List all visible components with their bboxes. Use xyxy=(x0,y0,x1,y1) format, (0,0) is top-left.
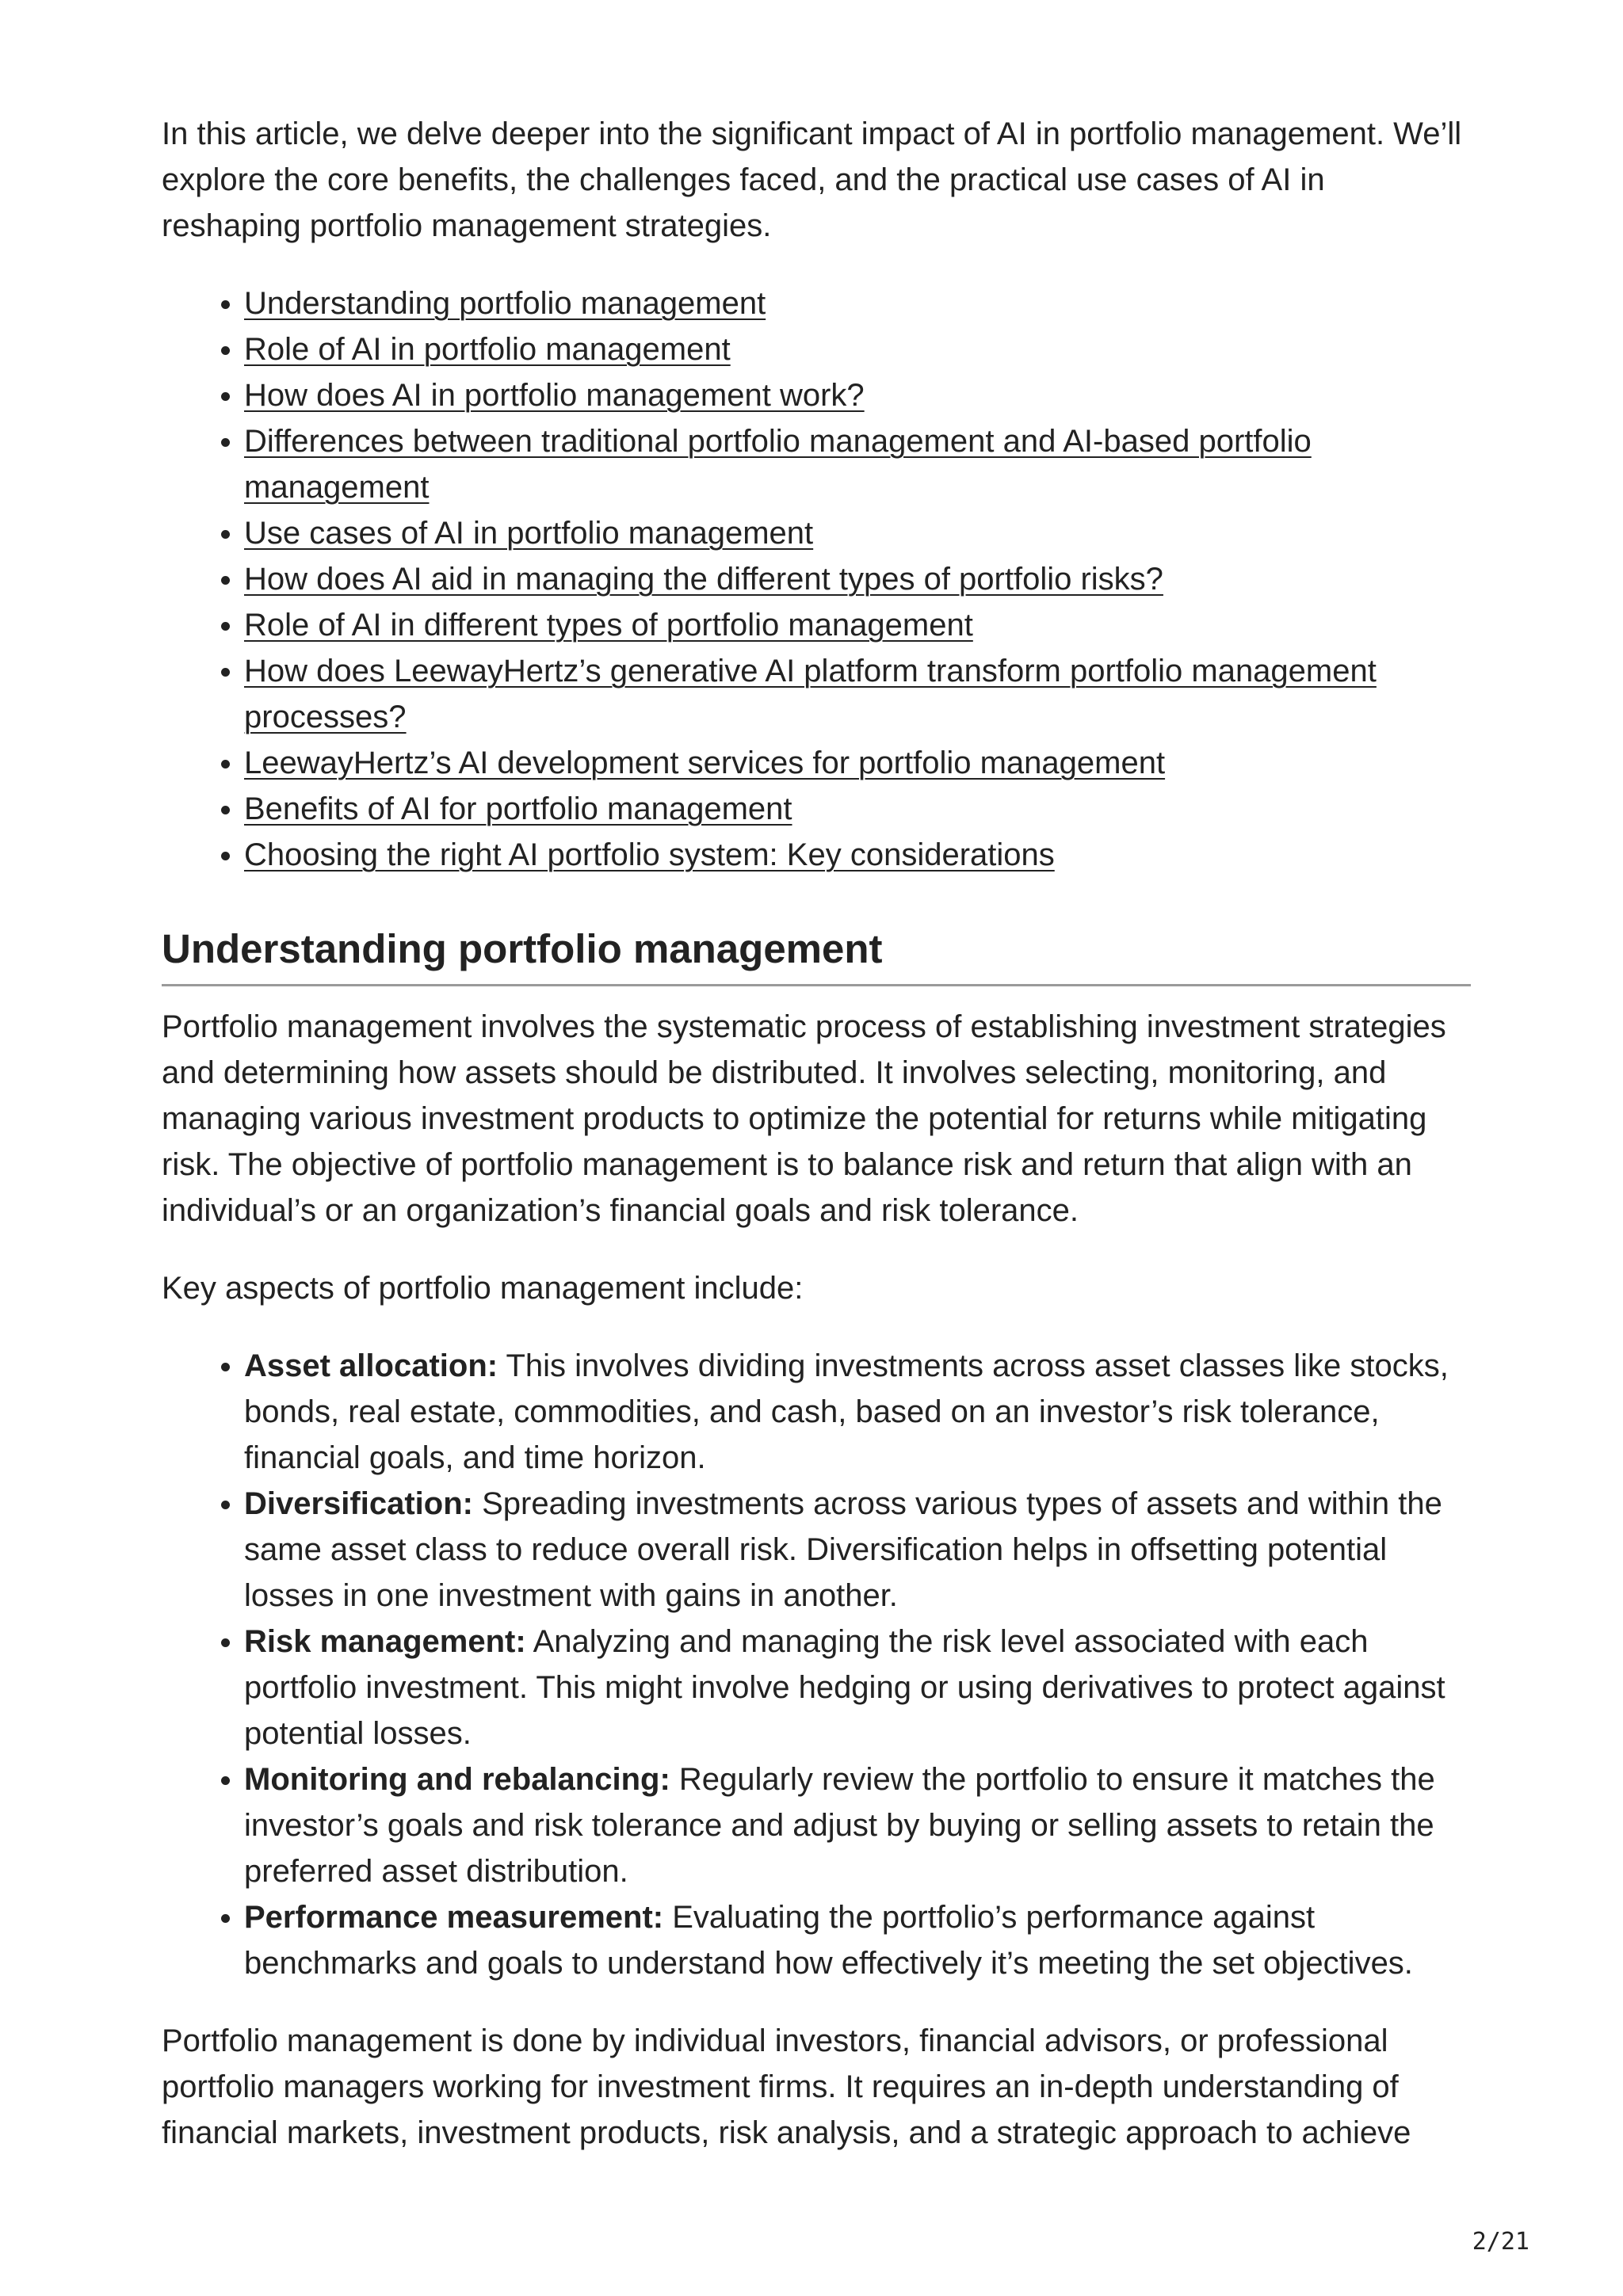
aspects-intro: Key aspects of portfolio management include: xyxy=(162,1271,804,1306)
toc-link-portfolio-risks[interactable]: How does AI aid in managing the different types of portfolio risks? xyxy=(244,562,1163,597)
toc-item xyxy=(244,648,1471,740)
toc-link-how-ai-works[interactable]: How does AI in portfolio management work? xyxy=(244,378,865,413)
list-item xyxy=(244,1481,1471,1619)
toc-item xyxy=(244,326,1471,372)
aspect-text: Regularly review the portfolio to ensure it matches the investor’s goals and risk tolerance and adjust by buying or selling assets to retain the preferred asset distribution. xyxy=(244,1762,1435,1889)
aspect-term: Diversification: xyxy=(244,1486,473,1521)
aspect-text: Evaluating the portfolio’s performance against benchmarks and goals to understand how effectively it’s meeting the set objectives. xyxy=(244,1900,1413,1981)
aspect-term: Performance measurement: xyxy=(244,1900,664,1935)
intro-paragraph: In this article, we delve deeper into the significant impact of AI in portfolio management. We’ll explore the core benefits, the challenges faced, and the practical use cases of AI in reshaping portfolio management strategies. xyxy=(162,116,1462,243)
toc-link-generative-ai-platform[interactable]: How does LeewayHertz’s generative AI platform transform portfolio management processes? xyxy=(244,654,1377,734)
list-item xyxy=(244,1756,1471,1894)
toc-link-differences[interactable]: Differences between traditional portfolio management and AI-based portfolio management xyxy=(244,424,1312,505)
closing-paragraph: Portfolio management is done by individual investors, financial advisors, or professional portfolio managers working for investment firms. It requires an in-depth understanding of financial markets, investment products, risk analysis, and a strategic approach to achieve xyxy=(162,2023,1411,2150)
toc-item xyxy=(244,740,1471,786)
article-body xyxy=(162,111,1471,2156)
aspect-text: This involves dividing investments across asset classes like stocks, bonds, real estate, commodities, and cash, based on an investor’s risk tolerance, financial goals, and time horizon. xyxy=(244,1348,1449,1475)
toc-link-types-of-management[interactable]: Role of AI in different types of portfolio management xyxy=(244,608,973,643)
aspect-term: Asset allocation: xyxy=(244,1348,498,1383)
page-number: 2/21 xyxy=(1472,2228,1529,2256)
section-heading: Understanding portfolio management xyxy=(162,924,1471,986)
toc-item xyxy=(244,556,1471,602)
aspects-list xyxy=(162,1343,1471,1986)
list-item xyxy=(244,1894,1471,1986)
aspect-text: Analyzing and managing the risk level associated with each portfolio investment. This might involve hedging or using derivatives to protect against potential losses. xyxy=(244,1624,1445,1751)
toc-item xyxy=(244,510,1471,556)
section-paragraph: Portfolio management involves the systematic process of establishing investment strategies and determining how assets should be distributed. It involves selecting, monitoring, and managing various investment products to optimize the potential for returns while mitigating risk. The objective of portfolio management is to balance risk and return that align with an individual’s or an organization’s financial goals and risk tolerance. xyxy=(162,1009,1446,1228)
aspect-term: Risk management: xyxy=(244,1624,526,1659)
aspect-term: Monitoring and rebalancing: xyxy=(244,1762,670,1797)
toc-item xyxy=(244,280,1471,326)
toc-link-benefits[interactable]: Benefits of AI for portfolio management xyxy=(244,791,792,826)
toc-link-use-cases[interactable]: Use cases of AI in portfolio management xyxy=(244,516,814,551)
toc-item xyxy=(244,786,1471,832)
toc-link-key-considerations[interactable]: Choosing the right AI portfolio system: Key considerations xyxy=(244,837,1055,872)
toc-item xyxy=(244,418,1471,510)
aspect-text: Spreading investments across various types of assets and within the same asset class to reduce overall risk. Diversification helps in offsetting potential losses in one investment with gains in another. xyxy=(244,1486,1442,1613)
toc-item xyxy=(244,602,1471,648)
toc-item xyxy=(244,372,1471,418)
toc-link-development-services[interactable]: LeewayHertz’s AI development services for portfolio management xyxy=(244,746,1166,780)
toc-link-role-of-ai[interactable]: Role of AI in portfolio management xyxy=(244,332,731,367)
list-item xyxy=(244,1619,1471,1756)
list-item xyxy=(244,1343,1471,1481)
table-of-contents xyxy=(162,280,1471,878)
toc-link-understanding[interactable]: Understanding portfolio management xyxy=(244,286,766,321)
toc-item xyxy=(244,832,1471,878)
